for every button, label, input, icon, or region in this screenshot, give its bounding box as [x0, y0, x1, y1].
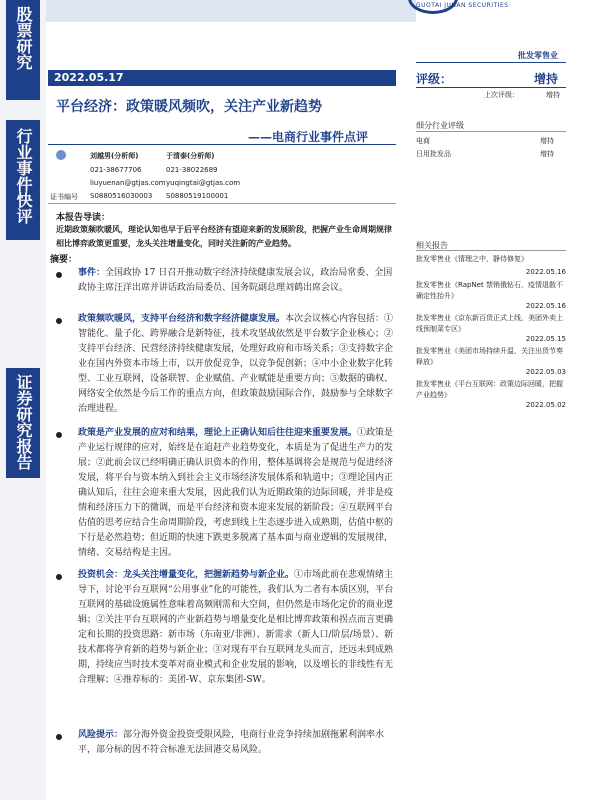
analyst-name: 刘越男(分析师): [90, 152, 139, 160]
abstract-item-text: 部分海外资金投资受限风险，电商行业竞争持续加剧拖累利润率水平，部分标的因不符合标准无法回港交易风险。: [78, 730, 385, 755]
sidebar-block-report-type: [6, 120, 40, 240]
sidebar-block-stock-research: [6, 0, 40, 100]
abstract-item-text: ①市场此前在悲观情绪主导下，讨论平台互联网“公用事业”化的可能性，我们认为二者有本质区别，平台互联网的基础设施属性意味着高频刚需和大空间，但仍然是市场化定价的商业逻辑；②关注平台互联网的产业新趋势与增量变化是相比博弈政策和拐点而言更确定和长期的投资思路：新市场（东南亚/非洲）、新需求（新人口/阶层/场景）、新技术都将孕育新的趋势与新企业；③对现有平台互联网龙头而言，还远未到成熟期，持续应当时技术变革对商业模式和企业发展的影响，以及增长的非线性有无合理解；④推荐标的：美团-W、京东集团-SW。: [78, 570, 394, 685]
related-report-link[interactable]: 批发零售业《平台互联网：政策边际回暖，把握产业趋势》: [416, 380, 563, 399]
industry-name: 电商: [416, 137, 430, 145]
report-subtitle: ——电商行业事件点评: [248, 130, 369, 144]
analyst-icon: [56, 150, 66, 160]
abstract-item: [78, 728, 396, 758]
related-report-date: 2022.05.16: [525, 302, 566, 310]
guide-title: 本报告导读：: [56, 213, 111, 223]
related-report-date: 2022.05.15: [525, 335, 566, 343]
brand-name: GUOTAI JUNAN SECURITIES: [416, 2, 509, 9]
rating-label: 评级：: [416, 72, 453, 86]
abstract-item-head: 投资机会：龙头关注增量变化，把握新趋势与新企业。: [78, 570, 295, 580]
abstract-item-head: 政策频吹暖风，支持平台经济和数字经济健康发展。: [78, 314, 286, 324]
bullet-icon: [56, 432, 62, 438]
bullet-icon: [56, 272, 62, 278]
industry-name: 日用批发品: [416, 150, 451, 158]
abstract-item: [78, 426, 396, 561]
cert-label: 证书编号: [50, 193, 78, 201]
bullet-icon: [56, 318, 62, 324]
related-report-date: 2022.05.02: [525, 401, 566, 409]
abstract-item-head: 事件：: [78, 268, 106, 278]
related-report-date: 2022.05.16: [525, 268, 566, 276]
analyst-cert: S0880516030003: [90, 192, 153, 200]
sidebar-label: 行业事件快评: [14, 128, 33, 224]
analyst-phone: 021-38022689: [166, 166, 218, 174]
abstract-item-head: 政策是产业发展的应对和结果，理论上正确认知后往往迎来重要发展。: [78, 428, 358, 438]
analyst-name: 于清泰(分析师): [166, 152, 215, 160]
sidebar: [0, 0, 46, 800]
abstract-item: [78, 312, 396, 417]
industry-ratings-title: 细分行业评级: [416, 121, 464, 130]
abstract-title: 摘要：: [50, 255, 78, 265]
related-report-link[interactable]: 批发零售业《美团市场持续升温，关注出货节奏释放》: [416, 347, 563, 366]
abstract-item: [78, 568, 396, 688]
previous-rating-label: 上次评级：: [484, 91, 519, 99]
abstract-item-text: 本次会议核心内容包括：①智能化、量子化、跨界融合是新特征，技术攻坚战依然是平台数字企业核心；②支持平台经济、民营经济持续健康发展，处理好政府和市场关系；③支持数字企业在国内外资本市场上市，以开放促竞争，以竞争促创新；④中小企业数字化转型、工业互联网，设备联智、企业赋值、产业赋能是重要方向；⑤数据的确权、网络安全依然是今后工作的重点方向，但政策鼓励国际合作，鼓励参与全球数字治理进程。: [78, 314, 394, 414]
abstract-item-text: ①政策是产业运行规律的应对，始终是在追赶产业趋势变化，本质是为了促进生产力的发展；②此前会议已经明确正确认识资本的作用，整体基调将会是规范与促进经济发展，将平台与资本纳入到社会主义市场经济发展体系和轨道中；③理论国内正确认知后，往往会迎来重大发展，因此我们认为近期政策的边际回暖，并非是疫情和经济压力下的微调，而是平台经济和资本迎来发展的新阶段；④互联网平台估值的思考应结合生命周期阶段，考虑到线上生态逐步进入成熟期，估值中枢的下行是必然趋势；但近期的快速下跌更多脱离了基本面与商业逻辑的发展规律，情绪、交易结构是主因。: [78, 428, 394, 558]
industry-rating: 增持: [540, 150, 554, 158]
bullet-icon: [56, 574, 62, 580]
rating-value: 增持: [534, 72, 559, 86]
sidebar-label: 证券研究报告: [14, 374, 33, 470]
analyst-cert: S0880519100001: [166, 192, 229, 200]
category-label: 批发零售业: [518, 50, 558, 60]
analyst-email[interactable]: liuyuenan@gtjas.com: [90, 179, 166, 187]
analyst-phone: 021-38677706: [90, 166, 142, 174]
related-report-date: 2022.05.03: [525, 368, 566, 376]
related-report-link[interactable]: 批发零售业《RapNet 禁销俄钻石，疫情退散不确定性抬升》: [416, 281, 563, 300]
related-reports-title: 相关报告: [416, 241, 448, 250]
abstract-item: [78, 266, 396, 296]
sidebar-block-securities-report: [6, 368, 40, 478]
report-date: 2022.05.17: [48, 70, 396, 86]
abstract-item-text: 全国政协 17 日召开推动数字经济持续健康发展会议，政治局常委、全国政协主席汪洋出席并讲话政治局委员、国务院副总理刘鹤出席会议。: [78, 268, 393, 293]
related-report-link[interactable]: 批发零售业《情理之中，静待修复》: [416, 255, 528, 263]
previous-rating-value: 增持: [546, 91, 560, 99]
bullet-icon: [56, 734, 62, 740]
industry-rating: 增持: [540, 137, 554, 145]
related-report-link[interactable]: 批发零售业《京东新百货正式上线，美团外卖上线预制菜专区》: [416, 314, 563, 333]
header-banner: [46, 0, 416, 22]
sidebar-label: 股票研究: [14, 6, 33, 70]
analyst-email[interactable]: yuqingtai@gtjas.com: [166, 179, 241, 187]
guide-text: 近期政策频吹暖风，理论认知也早于后平台经济有望迎来新的发展阶段，把握产业生命周期规律相比博弈政策更重要，龙头关注增量变化，同时关注新的产业趋势。: [56, 224, 392, 248]
report-title: 平台经济：政策暖风频吹，关注产业新趋势: [56, 99, 322, 115]
abstract-item-head: 风险提示：: [78, 730, 124, 740]
